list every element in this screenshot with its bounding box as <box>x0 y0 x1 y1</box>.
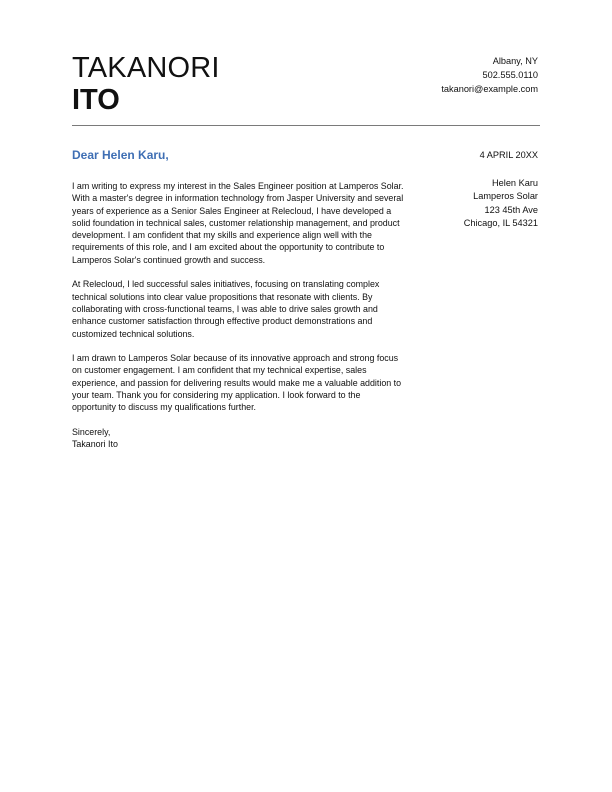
sender-last-name: ITO <box>72 84 120 116</box>
sender-phone: 502.555.0110 <box>482 69 538 80</box>
recipient-address-block <box>464 177 538 231</box>
sender-contact-block <box>441 55 538 96</box>
closing: Sincerely, <box>72 426 111 437</box>
recipient-company: Lamperos Solar <box>473 191 538 202</box>
header-divider <box>72 125 540 126</box>
salutation: Dear Helen Karu, <box>72 148 169 162</box>
recipient-city: Chicago, IL 54321 <box>463 218 538 229</box>
sender-first-name: TAKANORI <box>72 52 220 84</box>
sender-email: takanori@example.com <box>441 83 538 94</box>
body-paragraph: At Relecloud, I led successful sales initiatives, focusing on translating complex technical solutions into clear value propositions that resonate with clients. By collaborating with cross-functional teams, I was able to drive sales growth and enhance customer satisfaction through effective product demonstrations and customized technical solutions. <box>72 279 380 339</box>
recipient-street: 123 45th Ave <box>484 204 538 215</box>
letter-body <box>72 180 404 451</box>
sender-name <box>72 52 220 116</box>
letter-date: 4 APRIL 20XX <box>479 150 538 160</box>
recipient-name: Helen Karu <box>492 178 538 188</box>
body-paragraph: I am drawn to Lamperos Solar because of its innovative approach and strong focus on customer engagement. I am confident that my technical expertise, sales experience, and passion for delivering results would make me a valuable addition to your team. Thank you for considering my application. I look forward to the opportunity to discuss my qualifications further. <box>72 353 402 413</box>
sender-city: Albany, NY <box>492 56 538 66</box>
signature: Takanori Ito <box>72 439 118 450</box>
body-paragraph: I am writing to express my interest in the Sales Engineer position at Lamperos Solar. With a master's degree in information technology from Jasper University and several years of experience as a Senior Sales Engineer at Relecloud, I have developed a solid foundation in technical sales, customer relationship management, and product development. I am confident that my skills and experience align well with the requirements of this role, and I am excited about the opportunity to contribute to Lamperos Solar's continued growth and success. <box>72 181 404 265</box>
